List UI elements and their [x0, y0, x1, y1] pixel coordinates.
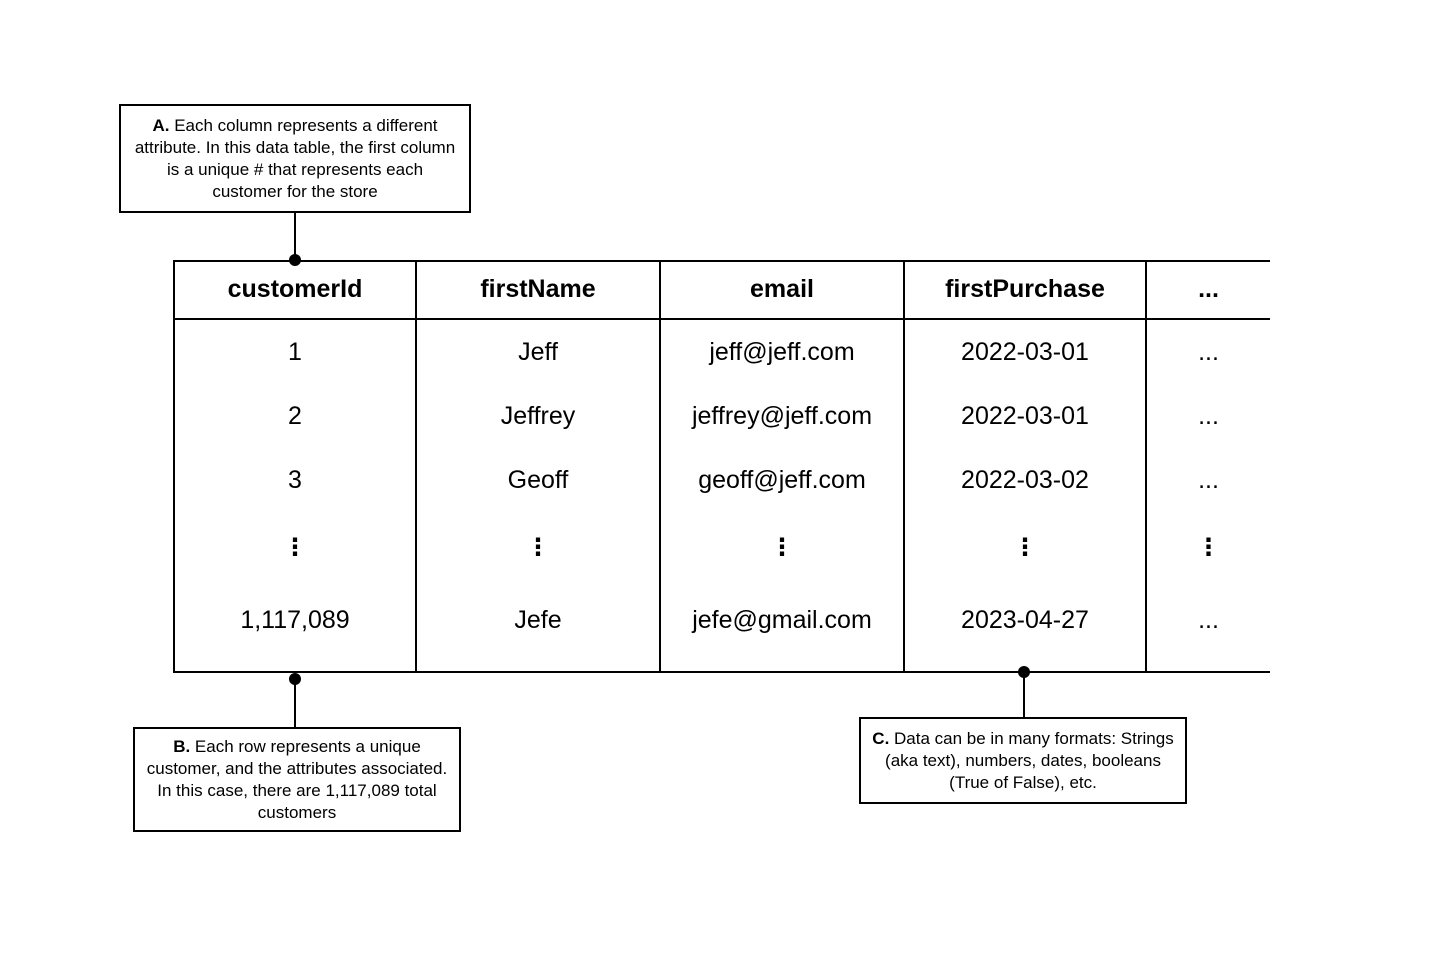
table-cell: 1,117,089 — [240, 606, 350, 634]
callout-a-text — [131, 115, 459, 203]
callout-b-label: B. — [173, 736, 191, 756]
table-cell: Jeffrey — [500, 402, 576, 430]
table-bottom-border — [173, 671, 1270, 673]
header-email: email — [750, 275, 814, 303]
table-header-separator — [173, 318, 1270, 320]
table-cell: 2 — [288, 402, 302, 430]
table-cell: Geoff — [507, 466, 569, 494]
callout-b-body: Each row represents a unique customer, and the attributes associated. In this case, there are 1,117,089 total customers — [146, 736, 448, 822]
header-more: ... — [1198, 275, 1219, 303]
table-cell: Jefe — [514, 606, 562, 634]
connector-c-dot — [1018, 666, 1030, 678]
table-cell: 3 — [288, 466, 302, 494]
table-cell: 2022-03-02 — [961, 466, 1089, 494]
table-cell: jefe@gmail.com — [692, 606, 872, 634]
table-cell: 2023-04-27 — [961, 606, 1089, 634]
vertical-ellipsis: ⋮ — [770, 534, 794, 561]
connector-c-line — [1023, 672, 1025, 717]
header-customerid: customerId — [227, 275, 363, 303]
vertical-ellipsis: ⋮ — [1196, 534, 1221, 561]
table-cell: ... — [1198, 606, 1219, 634]
table-cell: geoff@jeff.com — [698, 466, 866, 494]
vertical-ellipsis: ⋮ — [283, 534, 307, 561]
callout-a-label: A. — [152, 115, 170, 135]
callout-a-body: Each column represents a different attribute. In this data table, the first column is a unique # that represents each customer for the store — [134, 115, 456, 201]
header-firstpurchase: firstPurchase — [945, 275, 1105, 303]
callout-c-body: Data can be in many formats: Strings (aka text), numbers, dates, booleans (True of False), etc. — [885, 728, 1174, 792]
table-cell: Jeff — [518, 338, 558, 366]
table-cell: 2022-03-01 — [961, 402, 1089, 430]
callout-c — [859, 717, 1187, 804]
table-cell: ... — [1198, 338, 1219, 366]
vertical-ellipsis: ⋮ — [1013, 534, 1037, 561]
table-cell: jeffrey@jeff.com — [691, 402, 873, 430]
table-cell: jeff@jeff.com — [709, 338, 855, 366]
table-cell: ... — [1198, 402, 1219, 430]
table-cell: 1 — [288, 338, 302, 366]
vertical-ellipsis: ⋮ — [526, 534, 550, 561]
callout-c-text — [871, 728, 1175, 794]
connector-b-dot — [289, 673, 301, 685]
table-top-border — [173, 260, 1270, 262]
table-cell: 2022-03-01 — [961, 338, 1089, 366]
callout-b-text — [145, 736, 449, 824]
table-cell: ... — [1198, 466, 1219, 494]
header-firstname: firstName — [480, 275, 596, 303]
connector-b-line — [294, 679, 296, 727]
callout-c-label: C. — [872, 728, 890, 748]
callout-a — [119, 104, 471, 213]
callout-b — [133, 727, 461, 832]
data-table — [173, 260, 1270, 673]
connector-a-line — [294, 213, 296, 260]
